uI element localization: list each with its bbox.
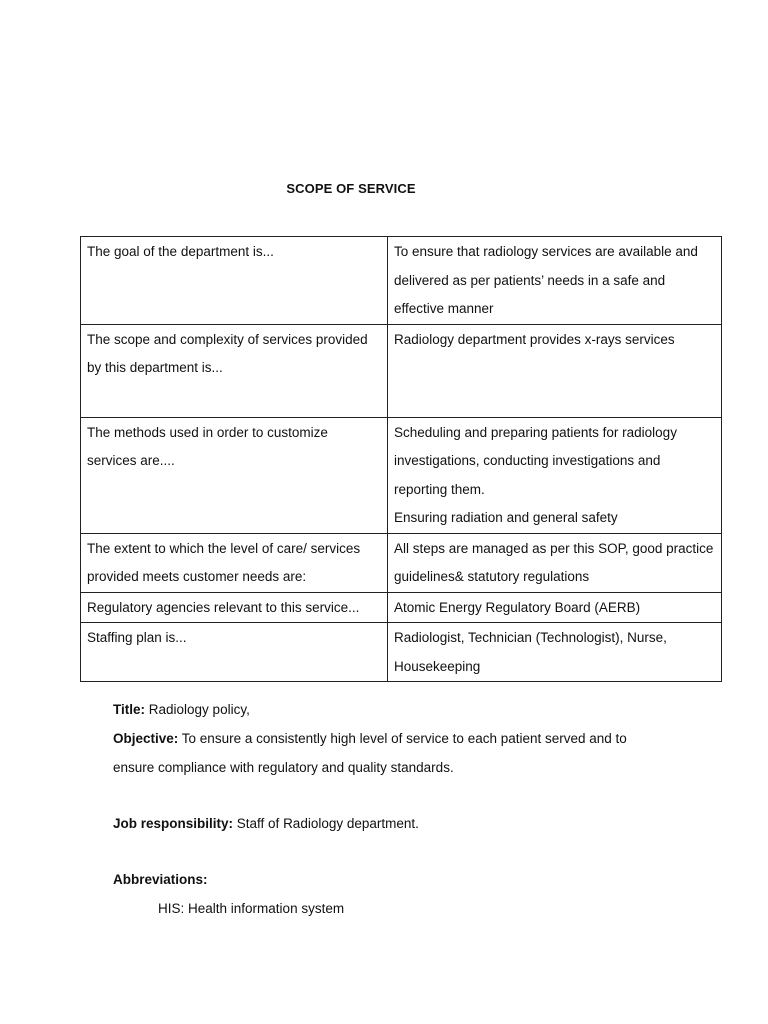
cell-line: Scheduling and preparing patients for radiology investigations, conducting investigations and reporting them. bbox=[394, 424, 677, 497]
table-cell-value bbox=[388, 592, 722, 623]
abbreviation-meaning: Health information system bbox=[184, 901, 345, 916]
table-cell-label: The extent to which the level of care/ services provided meets customer needs are: bbox=[81, 533, 388, 592]
job-responsibility-label: Job responsibility: bbox=[113, 816, 234, 831]
table-cell-value bbox=[388, 623, 722, 682]
page-title: SCOPE OF SERVICE bbox=[286, 181, 416, 196]
cell-line: To ensure that radiology services are available and delivered as per patients’ needs in a safe and effective manner bbox=[394, 244, 698, 316]
table-cell-value bbox=[388, 237, 722, 325]
policy-title-value: Radiology policy, bbox=[145, 702, 250, 717]
table-row bbox=[81, 324, 722, 417]
cell-line: Radiology department provides x-rays services bbox=[394, 331, 675, 347]
abbreviations-label: Abbreviations: bbox=[113, 872, 208, 887]
table-row bbox=[81, 237, 722, 325]
table-cell-label: The scope and complexity of services provided by this department is... bbox=[81, 324, 388, 417]
table-row bbox=[81, 592, 722, 623]
table-row bbox=[81, 623, 722, 682]
table-cell-label: The goal of the department is... bbox=[81, 237, 388, 325]
table-cell-value bbox=[388, 533, 722, 592]
objective-label: Objective: bbox=[113, 731, 179, 746]
table-cell-value bbox=[388, 417, 722, 533]
job-responsibility-line bbox=[113, 810, 713, 839]
abbreviations-heading bbox=[113, 866, 713, 895]
cell-line: All steps are managed as per this SOP, good practice guidelines& statutory regulations bbox=[394, 540, 714, 584]
table-row bbox=[81, 533, 722, 592]
abbreviation-term: HIS: bbox=[158, 901, 185, 916]
job-responsibility-value: Staff of Radiology department. bbox=[233, 816, 419, 831]
cell-line: Radiologist, Technician (Technologist), Nurse, Housekeeping bbox=[394, 630, 667, 674]
cell-line: Ensuring radiation and general safety bbox=[394, 510, 618, 525]
table-row bbox=[81, 417, 722, 533]
objective-paragraph bbox=[113, 725, 643, 782]
objective-value: To ensure a consistently high level of service to each patient served and to ensure compliance with regulatory and quality standards. bbox=[113, 731, 627, 775]
abbreviation-item bbox=[158, 895, 344, 924]
table-cell-label: Staffing plan is... bbox=[81, 623, 388, 682]
policy-title-label: Title: bbox=[113, 702, 146, 717]
table-cell-value bbox=[388, 324, 722, 417]
table-cell-label: The methods used in order to customize services are.... bbox=[81, 417, 388, 533]
cell-line: Atomic Energy Regulatory Board (AERB) bbox=[394, 599, 641, 615]
policy-title-line bbox=[113, 696, 713, 725]
scope-of-service-table bbox=[80, 236, 722, 682]
table-cell-label: Regulatory agencies relevant to this service... bbox=[81, 592, 388, 623]
